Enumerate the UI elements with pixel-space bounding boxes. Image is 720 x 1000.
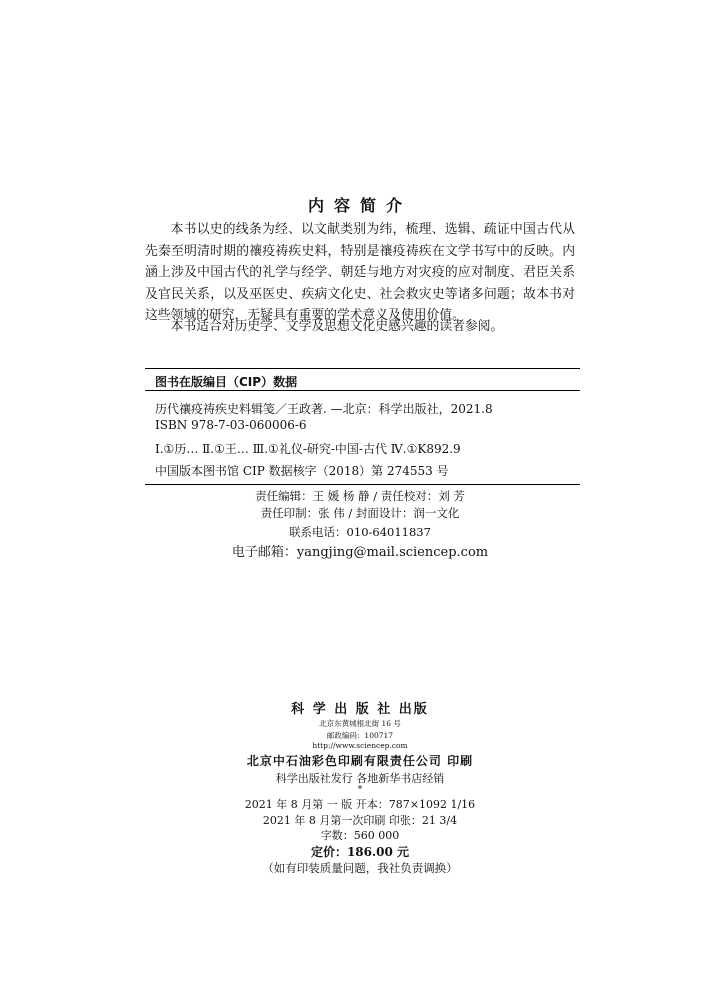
responsible-editors: 责任编辑：王 媛 杨 静 / 责任校对：刘 芳 (255, 489, 465, 503)
intro-paragraph-audience: 本书适合对历史学、文学及思想文化史感兴趣的读者参阅。 (170, 319, 504, 334)
cip-heading: 图书在版编目（CIP）数据 (155, 375, 298, 389)
distributor: 科学出版社发行 各地新华书店经销 (275, 772, 445, 785)
contact-phone: 联系电话：010-64011837 (289, 525, 431, 539)
publisher-address: 北京东黄城根北街 16 号 (319, 719, 401, 728)
cip-record-number: 中国版本图书馆 CIP 数据核字（2018）第 274553 号 (155, 464, 449, 478)
cip-bottom-rule (145, 484, 580, 485)
price: 定价：186.00 元 (310, 845, 410, 859)
cip-heading-rule (145, 390, 580, 391)
cip-top-rule (145, 368, 580, 369)
quality-notice: （如有印装质量问题，我社负责调换） (262, 861, 458, 875)
separator-star: * (357, 785, 363, 795)
print-and-cover-credits: 责任印制：张 伟 / 封面设计：润一文化 (260, 506, 460, 520)
contact-email: 电子邮箱：yangjing@mail.sciencep.com (231, 545, 489, 560)
publisher-url: http://www.sciencep.com (312, 741, 408, 750)
cip-isbn: ISBN 978-7-03-060006-6 (155, 418, 307, 432)
intro-paragraph: 本书以史的线条为经、以文献类别为纬，梳理、选辑、疏证中国古代从先秦至明清时期的禳疫祷疾史料，特别是禳疫祷疾在文学书写中的反映。内涵上涉及中国古代的礼学与经学、朝廷与地方对灾疫的应对制度、君臣关系及官民关系，以及巫医史、疾病文化史、社会救灾史等诸多问题；故本书对这些领域的研究，无疑具有重要的学术意义及使用价值。 (145, 222, 575, 323)
cip-classification: Ⅰ.①历… Ⅱ.①王… Ⅲ.①礼仪-研究-中国-古代 Ⅳ.①K892.9 (155, 442, 461, 456)
printer: 北京中石油彩色印刷有限责任公司 印刷 (246, 754, 474, 768)
word-count: 字数：560 000 (320, 829, 400, 842)
publisher-name: 科 学 出 版 社 出版 (291, 702, 429, 717)
printing-info: 2021 年 8 月第一次印刷 印张：21 3/4 (262, 814, 458, 827)
intro-title: 内容简介 (307, 196, 412, 215)
publisher-postcode: 邮政编码：100717 (326, 731, 394, 740)
edition-info: 2021 年 8 月第 一 版 开本：787×1092 1/16 (244, 798, 476, 811)
cip-title-line: 历代禳疫祷疾史料辑笺／王政著. —北京：科学出版社，2021.8 (155, 402, 493, 416)
